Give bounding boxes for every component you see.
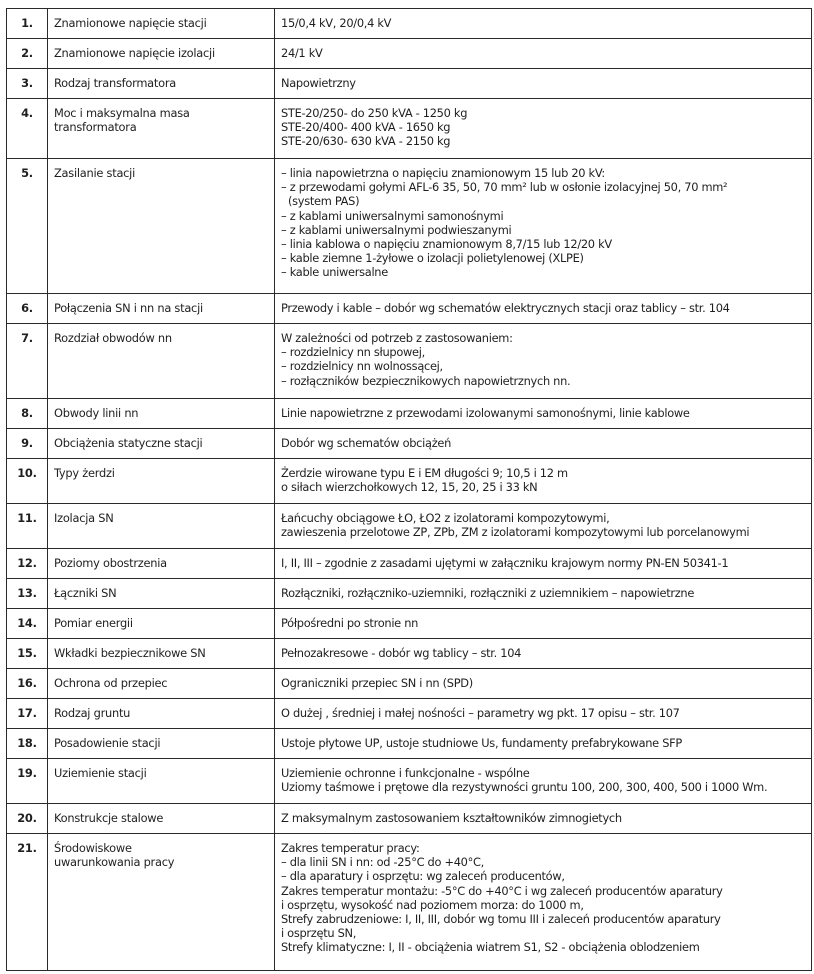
parameter-value-line: – z kablami uniwersalnymi samonośnymi — [281, 208, 504, 223]
parameter-value-line: STE-20/400- 400 kVA - 1650 kg — [281, 120, 451, 135]
parameter-name — [48, 459, 275, 504]
row-number: 20. — [7, 804, 48, 834]
row-number: 10. — [7, 459, 48, 504]
parameter-name-line: Zasilanie stacji — [54, 166, 136, 180]
row-number: 4. — [7, 99, 48, 159]
parameter-value — [275, 324, 812, 399]
parameter-value-line: Dobór wg schematów obciążeń — [281, 436, 451, 450]
parameter-name-line: Uziemienie stacji — [54, 766, 147, 780]
parameter-value — [275, 699, 812, 729]
parameter-value — [275, 549, 812, 579]
parameter-value — [275, 159, 812, 294]
parameter-name — [48, 549, 275, 579]
row-number: 2. — [7, 39, 48, 69]
parameter-value — [275, 639, 812, 669]
row-number: 17. — [7, 699, 48, 729]
parameter-value-line: – rozłączników bezpiecznikowych napowietrznych nn. — [281, 373, 571, 388]
parameter-name-line: Rodzaj transformatora — [54, 76, 177, 90]
specification-table-body — [7, 9, 812, 971]
table-row — [7, 159, 812, 294]
parameter-value — [275, 9, 812, 39]
parameter-value — [275, 459, 812, 504]
parameter-name — [48, 324, 275, 399]
parameter-name — [48, 9, 275, 39]
parameter-value-line: zawieszenia przelotowe ZP, ZPb, ZM z izolatorami kompozytowymi lub porcelanowymi — [281, 525, 750, 540]
parameter-name — [48, 759, 275, 804]
parameter-value-line: – linia napowietrzna o napięciu znamionowym 15 lub 20 kV: — [281, 166, 605, 180]
parameter-name — [48, 294, 275, 324]
parameter-name-line: Wkładki bezpiecznikowe SN — [54, 646, 206, 660]
parameter-value — [275, 294, 812, 324]
row-number: 9. — [7, 429, 48, 459]
parameter-value-line: (system PAS) — [288, 194, 360, 209]
parameter-name-line: Połączenia SN i nn na stacji — [54, 301, 203, 315]
parameter-value — [275, 99, 812, 159]
parameter-name — [48, 729, 275, 759]
parameter-name-line: uwarunkowania pracy — [54, 855, 175, 870]
row-number: 15. — [7, 639, 48, 669]
parameter-name-line: Izolacja SN — [54, 511, 114, 525]
row-number: 3. — [7, 69, 48, 99]
table-row — [7, 294, 812, 324]
parameter-value-line: Zakres temperatur pracy: — [281, 841, 420, 855]
parameter-name — [48, 39, 275, 69]
parameter-value-line: O dużej , średniej i małej nośności – parametry wg pkt. 17 opisu – str. 107 — [281, 706, 680, 720]
parameter-name — [48, 669, 275, 699]
parameter-value — [275, 609, 812, 639]
row-number: 19. — [7, 759, 48, 804]
table-row — [7, 99, 812, 159]
table-row — [7, 39, 812, 69]
parameter-value-line: – z kablami uniwersalnymi podwieszanymi — [281, 222, 512, 237]
parameter-value — [275, 669, 812, 699]
row-number: 16. — [7, 669, 48, 699]
table-row — [7, 729, 812, 759]
parameter-value-line: – linia kablowa o napięciu znamionowym 8,7/15 lub 12/20 kV — [281, 237, 612, 252]
row-number: 13. — [7, 579, 48, 609]
parameter-value-line: Uziemienie ochronne i funkcjonalne - wspólne — [281, 766, 530, 780]
parameter-name-line: Pomiar energii — [54, 616, 133, 630]
parameter-value-line: Półpośredni po stronie nn — [281, 616, 419, 630]
parameter-value-line: 24/1 kV — [281, 46, 323, 60]
row-number: 11. — [7, 504, 48, 549]
parameter-value-line: – dla linii SN i nn: od -25°C do +40°C, — [281, 855, 484, 870]
parameter-name-line: Moc i maksymalna masa — [54, 106, 190, 120]
table-row — [7, 504, 812, 549]
parameter-name-line: Łączniki SN — [54, 586, 117, 600]
parameter-value-line: i osprzętu SN, — [281, 926, 357, 941]
parameter-value-line: Linie napowietrzne z przewodami izolowanymi samonośnymi, linie kablowe — [281, 406, 690, 420]
parameter-name — [48, 699, 275, 729]
parameter-name-line: Obwody linii nn — [54, 406, 139, 420]
row-number: 5. — [7, 159, 48, 294]
row-number: 18. — [7, 729, 48, 759]
parameter-name-line: transformatora — [54, 120, 137, 135]
parameter-value-line: Ograniczniki przepiec SN i nn (SPD) — [281, 676, 473, 690]
table-row — [7, 579, 812, 609]
table-row — [7, 834, 812, 971]
parameter-name — [48, 639, 275, 669]
table-row — [7, 399, 812, 429]
parameter-value — [275, 504, 812, 549]
parameter-name-line: Znamionowe napięcie izolacji — [54, 46, 215, 60]
parameter-name-line: Znamionowe napięcie stacji — [54, 16, 207, 30]
parameter-name-line: Konstrukcje stalowe — [54, 811, 164, 825]
parameter-value — [275, 759, 812, 804]
table-row — [7, 804, 812, 834]
row-number: 6. — [7, 294, 48, 324]
row-number: 1. — [7, 9, 48, 39]
parameter-value-line: – dla aparatury i osprzętu: wg zaleceń producentów, — [281, 869, 565, 884]
specification-table — [6, 8, 812, 971]
parameter-value — [275, 579, 812, 609]
row-number: 14. — [7, 609, 48, 639]
parameter-value-line: Strefy zabrudzeniowe: I, II, III, dobór wg tomu III i zaleceń producentów aparatury — [281, 912, 721, 927]
parameter-name — [48, 99, 275, 159]
parameter-value — [275, 39, 812, 69]
parameter-name-line: Poziomy obostrzenia — [54, 556, 167, 570]
parameter-name — [48, 609, 275, 639]
parameter-name-line: Ochrona od przepiec — [54, 676, 168, 690]
parameter-value — [275, 429, 812, 459]
table-row — [7, 324, 812, 399]
parameter-value-line: – rozdzielnicy nn słupowej, — [281, 345, 425, 360]
table-row — [7, 609, 812, 639]
parameter-value-line: Ustoje płytowe UP, ustoje studniowe Us, fundamenty prefabrykowane SFP — [281, 736, 682, 750]
parameter-name — [48, 504, 275, 549]
parameter-name — [48, 579, 275, 609]
parameter-value — [275, 399, 812, 429]
parameter-value-line: STE-20/250- do 250 kVA - 1250 kg — [281, 106, 468, 120]
parameter-name — [48, 69, 275, 99]
parameter-value-line: Napowietrzny — [281, 76, 356, 90]
parameter-value-line: Żerdzie wirowane typu E i EM długości 9; 10,5 i 12 m — [281, 466, 568, 480]
parameter-value-line: – kable uniwersalne — [281, 265, 388, 280]
row-number: 21. — [7, 834, 48, 971]
parameter-name — [48, 834, 275, 971]
parameter-value-line: 15/0,4 kV, 20/0,4 kV — [281, 16, 392, 30]
parameter-value-line: I, II, III – zgodnie z zasadami ujętymi w załączniku krajowym normy PN-EN 50341-1 — [281, 556, 729, 570]
parameter-name-line: Typy żerdzi — [54, 466, 115, 480]
table-row — [7, 549, 812, 579]
parameter-name-line: Środowiskowe — [54, 841, 132, 855]
parameter-name-line: Rozdział obwodów nn — [54, 331, 172, 345]
table-row — [7, 69, 812, 99]
parameter-name — [48, 159, 275, 294]
parameter-value-line: Rozłączniki, rozłączniko-uziemniki, rozłączniki z uziemnikiem – napowietrzne — [281, 586, 695, 600]
parameter-value-line: – kable ziemne 1-żyłowe o izolacji polietylenowej (XLPE) — [281, 251, 584, 266]
parameter-name — [48, 399, 275, 429]
parameter-value-line: – z przewodami gołymi AFL-6 35, 50, 70 mm² lub w osłonie izolacyjnej 50, 70 mm² — [281, 180, 728, 195]
row-number: 7. — [7, 324, 48, 399]
parameter-value-line: Pełnozakresowe - dobór wg tablicy – str. 104 — [281, 646, 522, 660]
table-row — [7, 639, 812, 669]
parameter-value — [275, 729, 812, 759]
parameter-value — [275, 834, 812, 971]
parameter-value-line: Uziomy taśmowe i prętowe dla rezystywności gruntu 100, 200, 300, 400, 500 i 1000 Wm. — [281, 780, 768, 795]
parameter-value-line: STE-20/630- 630 kVA - 2150 kg — [281, 134, 451, 149]
parameter-name — [48, 429, 275, 459]
parameter-value-line: Zakres temperatur montażu: -5°C do +40°C i wg zaleceń producentów aparatury — [281, 883, 723, 898]
parameter-value — [275, 804, 812, 834]
table-row — [7, 669, 812, 699]
table-row — [7, 459, 812, 504]
parameter-name — [48, 804, 275, 834]
parameter-value-line: Strefy klimatyczne: I, II - obciążenia wiatrem S1, S2 - obciążenia oblodzeniem — [281, 940, 700, 955]
parameter-name-line: Rodzaj gruntu — [54, 706, 131, 720]
parameter-value-line: o siłach wierzchołkowych 12, 15, 20, 25 i 33 kN — [281, 480, 538, 495]
parameter-value-line: Przewody i kable – dobór wg schematów elektrycznych stacji oraz tablicy – str. 104 — [281, 301, 730, 315]
table-row — [7, 429, 812, 459]
parameter-value-line: Łańcuchy obciągowe ŁO, ŁO2 z izolatorami kompozytowymi, — [281, 511, 610, 525]
table-row — [7, 699, 812, 729]
parameter-value-line: Z maksymalnym zastosowaniem kształtowników zimnogietych — [281, 811, 622, 825]
parameter-value-line: – rozdzielnicy nn wolnossącej, — [281, 359, 443, 374]
parameter-value-line: W zależności od potrzeb z zastosowaniem: — [281, 331, 513, 345]
row-number: 12. — [7, 549, 48, 579]
parameter-name-line: Posadowienie stacji — [54, 736, 161, 750]
parameter-name-line: Obciążenia statyczne stacji — [54, 436, 203, 450]
table-row — [7, 9, 812, 39]
parameter-value-line: i osprzętu, wysokość nad poziomem morza: do 1000 m, — [281, 897, 584, 912]
parameter-value — [275, 69, 812, 99]
row-number: 8. — [7, 399, 48, 429]
table-row — [7, 759, 812, 804]
